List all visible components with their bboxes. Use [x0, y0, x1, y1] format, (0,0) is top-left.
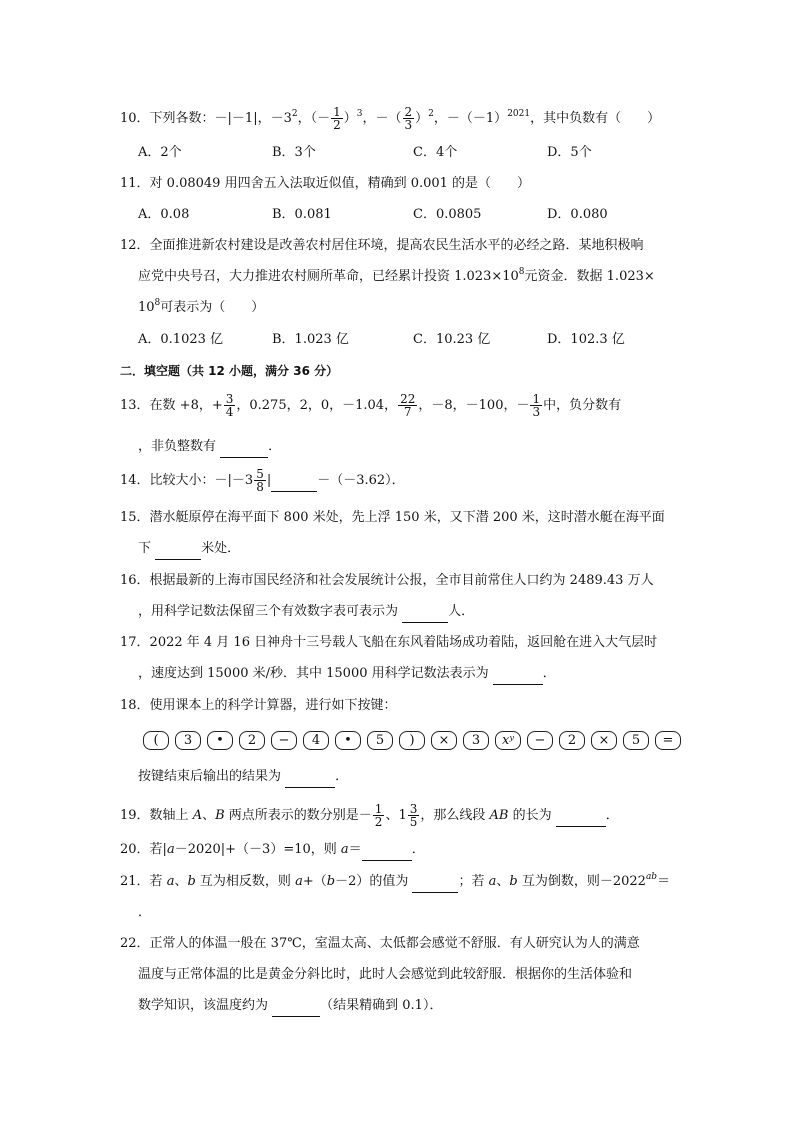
answer-blank[interactable] — [220, 437, 268, 458]
option-c: C．0.0805 — [413, 207, 482, 222]
q20-stem: 20．若|a－2020|+（－3）=10，则 a＝ ． — [120, 840, 425, 861]
key-2: 2 — [239, 731, 265, 750]
option-b: B．1.023 亿 — [272, 332, 349, 347]
option-d: D．102.3 亿 — [547, 332, 625, 347]
fraction: $\frac{1}{3}$ — [532, 392, 541, 419]
q11-stem: 11．对 0.08049 用四舍五入法取近似值，精确到 0.001 的是（ ） — [120, 176, 531, 191]
option-c: C．4个 — [413, 145, 458, 160]
key-minus: − — [527, 731, 553, 750]
answer-blank[interactable] — [272, 996, 320, 1017]
answer-blank[interactable] — [285, 767, 335, 788]
option-a: A．0.08 — [138, 207, 190, 222]
option-d: D．5个 — [547, 145, 592, 160]
q16-line1: 16．根据最新的上海市国民经济和社会发展统计公报，全市目前常住人口约为 2489.43 万人 — [120, 573, 654, 588]
answer-blank[interactable] — [402, 602, 448, 623]
option-a: A．2个 — [138, 145, 182, 160]
q12-line1: 12．全面推进新农村建设是改善农村居住环境，提高农民生活水平的必经之路．某地积极响 — [120, 238, 644, 253]
q17-line2: ，速度达到 15000 米/秒．其中 15000 用科学记数法表示为 ． — [138, 664, 556, 685]
calculator-key-sequence — [143, 731, 687, 750]
q14-stem: 14．比较大小：－|－3 $\frac{5}{8}$ | －（－3.62）． — [120, 467, 405, 494]
answer-blank[interactable] — [155, 539, 201, 560]
key-dot: • — [207, 731, 233, 750]
fraction: $\frac{5}{8}$ — [256, 467, 264, 494]
q17-line1: 17．2022 年 4 月 16 日神舟十三号载人飞船在东风着陆场成功着陆，返回舱在进入大气层时 — [120, 635, 658, 650]
q18-line2: 按键结束后输出的结果为 ． — [138, 767, 348, 788]
answer-blank[interactable] — [362, 840, 412, 861]
key-times: × — [431, 731, 457, 750]
key-5: 5 — [367, 731, 393, 750]
q12-line2: 应党中央号召，大力推进农村厕所革命，已经累计投资 $1.023\times 10^8$元资金．数据 1.023× — [138, 267, 655, 284]
key-close-paren: ) — [399, 731, 425, 750]
fraction: $\frac{3}{5}$ — [409, 802, 418, 829]
fraction: $\frac{2}{3}$ — [404, 105, 413, 132]
key-minus: − — [271, 731, 297, 750]
key-3: 3 — [463, 731, 489, 750]
q10-options — [138, 143, 778, 163]
answer-blank[interactable] — [412, 872, 458, 893]
key-open-paren: ( — [143, 731, 169, 750]
q22-line2: 温度与正常体温的比是黄金分斜比时，此时人会感觉到此较舒服．根据你的生活体验和 — [138, 967, 633, 982]
key-equals: = — [655, 731, 681, 750]
q13-line2: ，非负整数有 ． — [138, 437, 281, 458]
key-power: xʸ — [495, 731, 521, 750]
q16-line2: ，用科学记数法保留三个有效数字表可表示为 人． — [138, 602, 474, 623]
option-b: B．3个 — [272, 145, 316, 160]
answer-blank[interactable] — [271, 471, 317, 492]
answer-blank[interactable] — [556, 806, 606, 827]
q18-line1: 18．使用课本上的科学计算器，进行如下按键： — [120, 698, 397, 713]
key-times: × — [591, 731, 617, 750]
fraction: $\frac{1}{2}$ — [374, 802, 383, 829]
key-2: 2 — [559, 731, 585, 750]
q19-stem: 19．数轴上 A、B 两点所表示的数分别是－ $\frac{1}{2}$ 、1 $\frac{3}{5}$ ，那么线段 AB 的长为 ． — [120, 802, 619, 829]
q10-stem: 10．下列各数：－|－1|，$-3^2$，（－ $\frac{1}{2}$ ）$^3$，－（ $\frac{2}{3}$ ）$^2$，$-(-1)^{2021}$，其中负数有（ ） — [120, 105, 661, 132]
q21-line2: ． — [138, 905, 152, 920]
q15-line1: 15．潜水艇原停在海平面下 800 米处，先上浮 150 米，又下潜 200 米，这时潜水艇在海平面 — [120, 510, 665, 525]
key-dot: • — [335, 731, 361, 750]
fraction: $\frac{3}{4}$ — [225, 392, 234, 419]
q11-options — [138, 205, 778, 225]
q12-options — [138, 330, 778, 350]
section-heading: 二．填空题（共 12 小题，满分 36 分） — [120, 364, 339, 378]
q13-line1: 13．在数 +8，+ $\frac{3}{4}$ ，0.275，2，0，－1.04， $\frac{22}{7}$ ，－8，－100，－ $\frac{1}{3}$ 中，负分数有 — [120, 392, 622, 419]
q22-line3: 数学知识，该温度约为 （结果精确到 0.1）． — [138, 996, 442, 1017]
fraction: $\frac{22}{7}$ — [400, 392, 416, 419]
option-d: D．0.080 — [547, 207, 608, 222]
option-b: B．0.081 — [272, 207, 332, 222]
q12-line3: $10^8$可表示为（ ） — [138, 298, 265, 315]
answer-blank[interactable] — [493, 664, 543, 685]
key-5: 5 — [623, 731, 649, 750]
q22-line1: 22．正常人的体温一般在 37℃，室温太高、太低都会感觉不舒服．有人研究认为人的满意 — [120, 936, 640, 951]
option-a: A．0.1023 亿 — [138, 332, 224, 347]
q15-line2: 下 米处． — [138, 539, 240, 560]
option-c: C．10.23 亿 — [413, 332, 491, 347]
q21-line1: 21．若 a、b 互为相反数，则 a+（b－2）的值为 ；若 a、b 互为倒数，则$-2022^{ab}=$ — [120, 872, 670, 893]
key-4: 4 — [303, 731, 329, 750]
key-3: 3 — [175, 731, 201, 750]
fraction: $\frac{1}{2}$ — [333, 105, 341, 132]
